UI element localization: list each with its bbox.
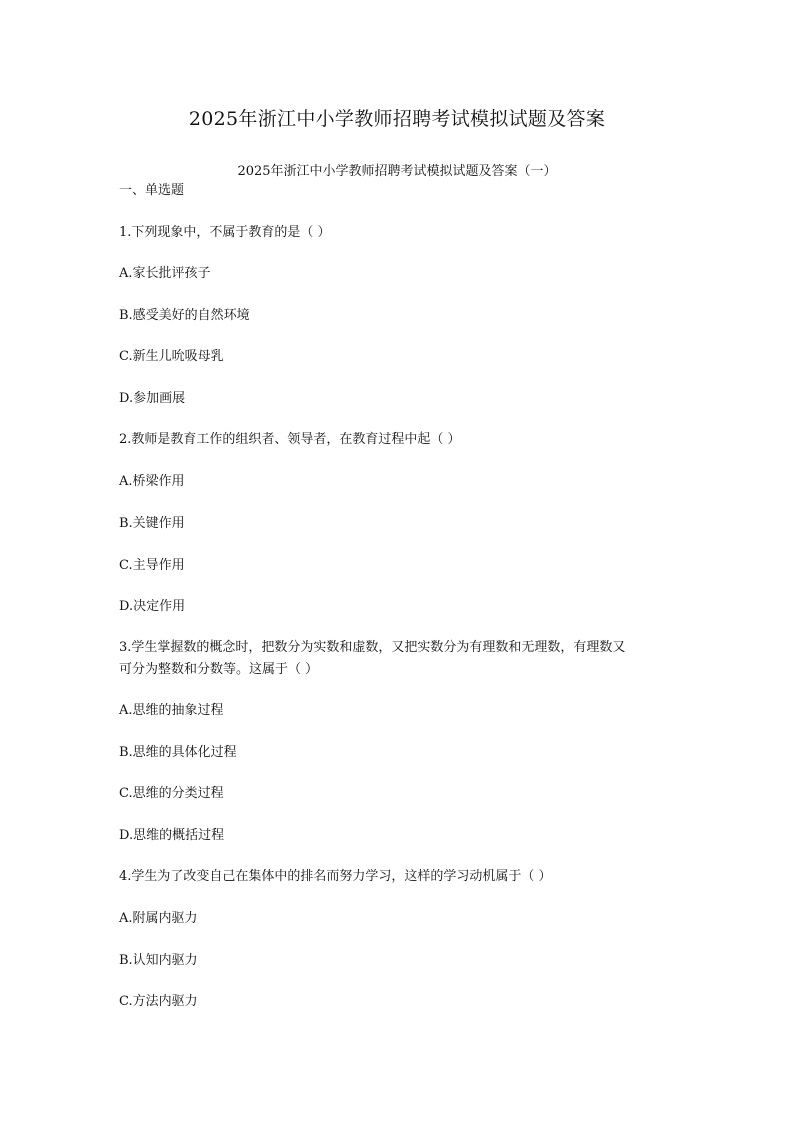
question-1-stem: 1.下列现象中，不属于教育的是（ ）	[119, 225, 331, 240]
question-4-option-b: B.认知内驱力	[119, 953, 198, 968]
question-3-stem-line-2: 可分为整数和分数等。这属于（ ）	[119, 662, 319, 677]
question-4-option-a: A.附属内驱力	[119, 911, 198, 926]
question-4-stem: 4.学生为了改变自己在集体中的排名而努力学习，这样的学习动机属于（ ）	[119, 869, 552, 884]
question-3-option-b: B.思维的具体化过程	[119, 745, 237, 760]
question-2-option-d: D.决定作用	[119, 599, 186, 614]
question-3-option-a: A.思维的抽象过程	[119, 703, 224, 718]
question-1-option-a: A.家长批评孩子	[119, 266, 211, 281]
question-1-option-c: C.新生儿吮吸母乳	[119, 349, 224, 364]
question-2-option-c: C.主导作用	[119, 558, 185, 573]
question-1-option-b: B.感受美好的自然环境	[119, 308, 250, 323]
question-3-stem-line-1: 3.学生掌握数的概念时，把数分为实数和虚数，又把实数分为有理数和无理数，有理数又	[119, 640, 626, 655]
question-2-stem: 2.教师是教育工作的组织者、领导者，在教育过程中起（ ）	[119, 432, 461, 447]
document-title: 2025年浙江中小学教师招聘考试模拟试题及答案	[188, 108, 606, 130]
question-3-option-d: D.思维的概括过程	[119, 828, 225, 843]
question-1-option-d: D.参加画展	[119, 391, 186, 406]
question-2-option-a: A.桥梁作用	[119, 474, 185, 489]
document-subtitle: 2025年浙江中小学教师招聘考试模拟试题及答案（一）	[237, 164, 557, 179]
question-2-option-b: B.关键作用	[119, 516, 185, 531]
question-4-option-c: C.方法内驱力	[119, 994, 198, 1009]
section-heading: 一、单选题	[119, 183, 185, 198]
question-3-option-c: C.思维的分类过程	[119, 786, 224, 801]
